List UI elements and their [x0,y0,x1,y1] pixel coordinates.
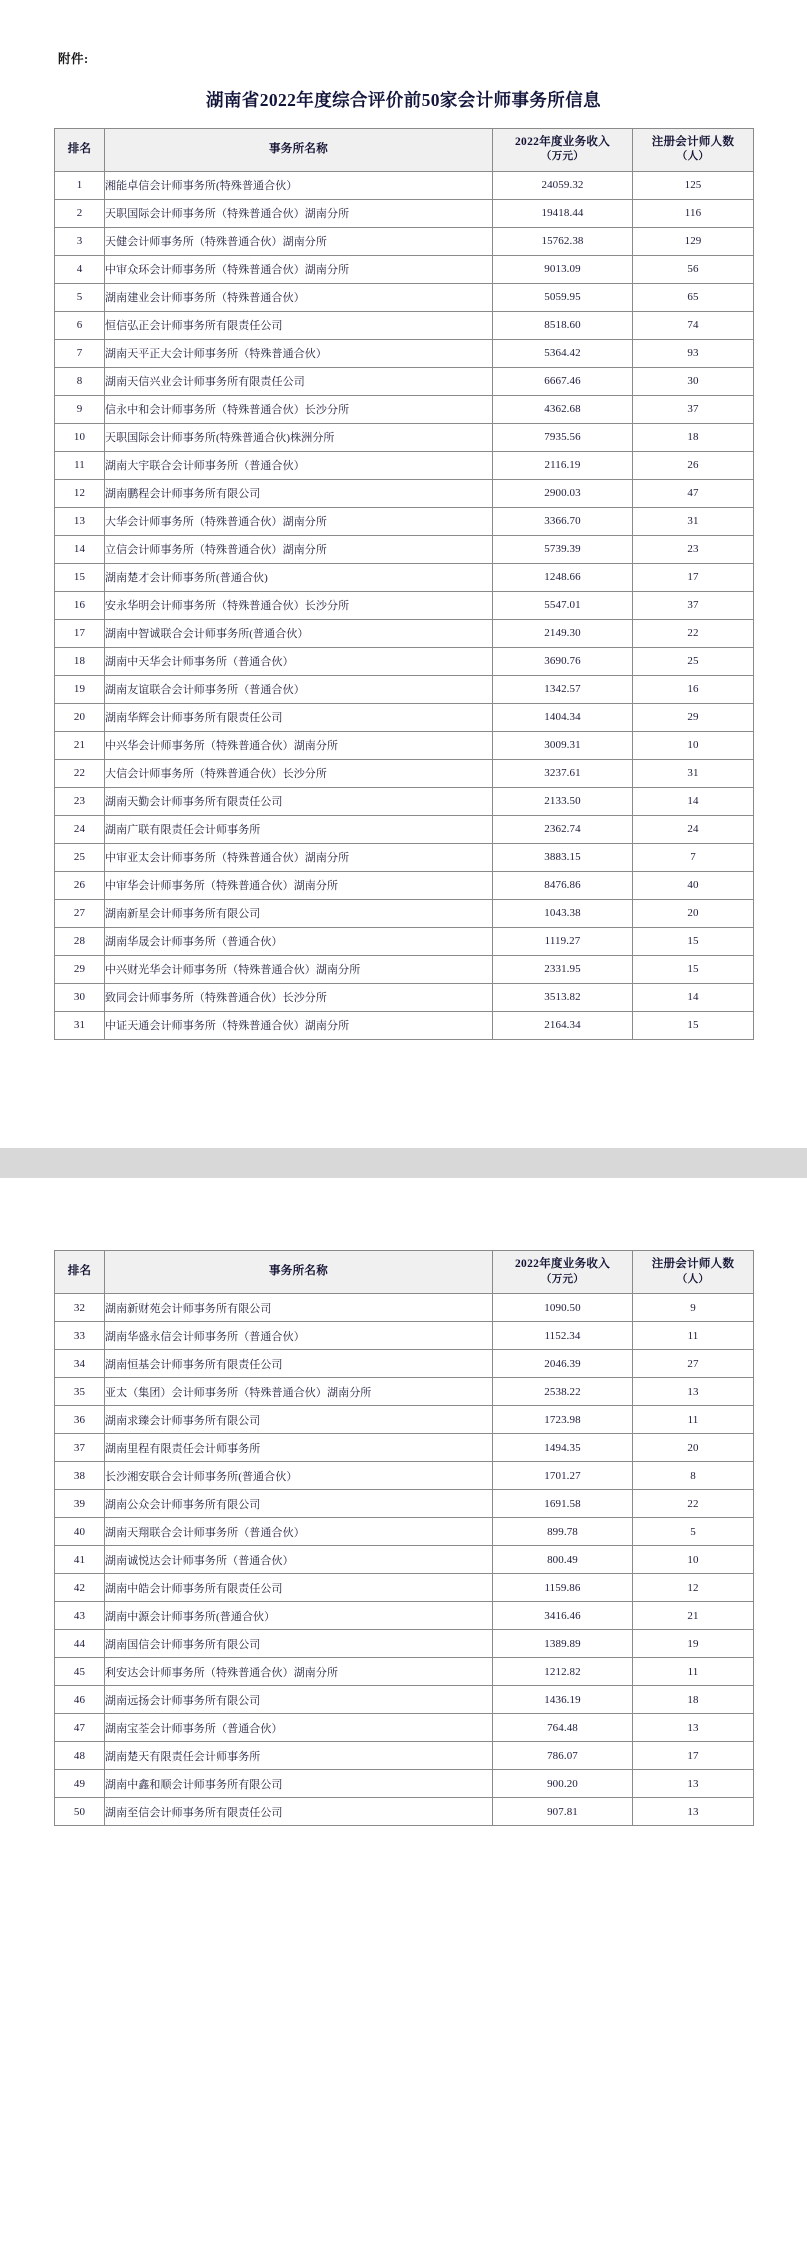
cell-name: 天职国际会计师事务所（特殊普通合伙）湖南分所 [105,199,493,227]
cell-rank: 6 [55,311,105,339]
table-row [55,1686,754,1714]
cell-name: 中审众环会计师事务所（特殊普通合伙）湖南分所 [105,255,493,283]
table-row [55,591,754,619]
table-row [55,563,754,591]
cell-cpa: 10 [633,1546,754,1574]
cell-rank: 36 [55,1406,105,1434]
cell-name: 湖南宝荃会计师事务所（普通合伙） [105,1714,493,1742]
cell-rank: 9 [55,395,105,423]
cell-cpa: 31 [633,759,754,787]
table-row [55,479,754,507]
cell-cpa: 24 [633,815,754,843]
cell-cpa: 17 [633,1742,754,1770]
cell-cpa: 8 [633,1462,754,1490]
cell-income: 1152.34 [493,1322,633,1350]
cell-cpa: 65 [633,283,754,311]
cell-rank: 12 [55,479,105,507]
cell-income: 6667.46 [493,367,633,395]
table-row [55,1546,754,1574]
cell-name: 湖南里程有限责任会计师事务所 [105,1434,493,1462]
cell-income: 2331.95 [493,955,633,983]
cell-cpa: 25 [633,647,754,675]
cell-rank: 40 [55,1518,105,1546]
cell-rank: 4 [55,255,105,283]
cell-name: 湖南友谊联合会计师事务所（普通合伙） [105,675,493,703]
table-row [55,815,754,843]
table-row [55,759,754,787]
cell-name: 湖南中皓会计师事务所有限责任公司 [105,1574,493,1602]
table-body-page1 [55,171,754,1039]
cell-name: 湖南大宇联合会计师事务所（普通合伙） [105,451,493,479]
cell-cpa: 15 [633,1011,754,1039]
table-row [55,787,754,815]
cell-cpa: 13 [633,1770,754,1798]
cell-cpa: 31 [633,507,754,535]
cell-income: 8518.60 [493,311,633,339]
cell-name: 亚太（集团）会计师事务所（特殊普通合伙）湖南分所 [105,1378,493,1406]
column-header-income-text: 2022年度业务收入 [515,135,610,148]
cell-name: 湖南楚天有限责任会计师事务所 [105,1742,493,1770]
cell-name: 湖南新财苑会计师事务所有限公司 [105,1294,493,1322]
cell-name: 长沙湘安联合会计师事务所(普通合伙） [105,1462,493,1490]
cell-rank: 42 [55,1574,105,1602]
cell-rank: 26 [55,871,105,899]
table-row [55,1378,754,1406]
cell-income: 1701.27 [493,1462,633,1490]
table-row [55,1798,754,1826]
cell-income: 2116.19 [493,451,633,479]
cell-name: 湖南远扬会计师事务所有限公司 [105,1686,493,1714]
cell-name: 中兴财光华会计师事务所（特殊普通合伙）湖南分所 [105,955,493,983]
column-header-cpa [633,1251,754,1294]
cell-name: 湖南至信会计师事务所有限责任公司 [105,1798,493,1826]
cell-rank: 7 [55,339,105,367]
table-row [55,1322,754,1350]
cell-rank: 30 [55,983,105,1011]
cell-income: 3237.61 [493,759,633,787]
cell-rank: 43 [55,1602,105,1630]
cell-income: 1389.89 [493,1630,633,1658]
table-row [55,1294,754,1322]
cell-cpa: 26 [633,451,754,479]
cell-rank: 16 [55,591,105,619]
cell-income: 19418.44 [493,199,633,227]
page-separator [0,1148,807,1178]
cell-rank: 13 [55,507,105,535]
table-row [55,1406,754,1434]
cell-rank: 35 [55,1378,105,1406]
cell-name: 致同会计师事务所（特殊普通合伙）长沙分所 [105,983,493,1011]
cell-income: 764.48 [493,1714,633,1742]
column-header-income-text: 2022年度业务收入 [515,1258,610,1271]
cell-name: 湖南天信兴业会计师事务所有限责任公司 [105,367,493,395]
cell-rank: 45 [55,1658,105,1686]
cell-name: 湖南中天华会计师事务所（普通合伙） [105,647,493,675]
cell-income: 1090.50 [493,1294,633,1322]
table-row [55,703,754,731]
cell-name: 湖南华晟会计师事务所（普通合伙） [105,927,493,955]
cell-income: 3366.70 [493,507,633,535]
cell-name: 大华会计师事务所（特殊普通合伙）湖南分所 [105,507,493,535]
table-row [55,1011,754,1039]
table-row [55,731,754,759]
cell-name: 湖南建业会计师事务所（特殊普通合伙） [105,283,493,311]
cell-cpa: 30 [633,367,754,395]
cell-rank: 50 [55,1798,105,1826]
cell-rank: 37 [55,1434,105,1462]
cell-cpa: 19 [633,1630,754,1658]
cell-cpa: 13 [633,1798,754,1826]
cell-rank: 25 [55,843,105,871]
cell-income: 1723.98 [493,1406,633,1434]
table-row [55,367,754,395]
cell-name: 湖南新星会计师事务所有限公司 [105,899,493,927]
cell-name: 信永中和会计师事务所（特殊普通合伙）长沙分所 [105,395,493,423]
cell-income: 2538.22 [493,1378,633,1406]
table-row [55,1350,754,1378]
cell-cpa: 37 [633,591,754,619]
cell-name: 湖南恒基会计师事务所有限责任公司 [105,1350,493,1378]
cell-name: 湖南求臻会计师事务所有限公司 [105,1406,493,1434]
column-header-name: 事务所名称 [105,128,493,171]
table-header-row [55,1251,754,1294]
cell-income: 4362.68 [493,395,633,423]
cell-rank: 3 [55,227,105,255]
cell-income: 1342.57 [493,675,633,703]
cell-cpa: 12 [633,1574,754,1602]
cell-cpa: 116 [633,199,754,227]
cell-rank: 19 [55,675,105,703]
cell-rank: 39 [55,1490,105,1518]
cell-income: 2164.34 [493,1011,633,1039]
column-header-cpa-unit: （人） [676,151,710,163]
column-header-rank: 排名 [55,128,105,171]
column-header-income-unit: （万元） [540,151,585,163]
cell-cpa: 20 [633,1434,754,1462]
cell-cpa: 7 [633,843,754,871]
cell-rank: 10 [55,423,105,451]
cell-cpa: 17 [633,563,754,591]
cell-cpa: 37 [633,395,754,423]
cell-income: 7935.56 [493,423,633,451]
cell-income: 1494.35 [493,1434,633,1462]
cell-name: 湖南鹏程会计师事务所有限公司 [105,479,493,507]
table-row [55,1574,754,1602]
table-body-page2 [55,1294,754,1826]
table-row [55,899,754,927]
cell-cpa: 125 [633,171,754,199]
column-header-income [493,128,633,171]
table-row [55,227,754,255]
cell-name: 湖南公众会计师事务所有限公司 [105,1490,493,1518]
document-page-2 [0,1178,807,2265]
cell-rank: 28 [55,927,105,955]
cell-income: 1248.66 [493,563,633,591]
column-header-income-unit: （万元） [540,1273,585,1285]
cell-rank: 5 [55,283,105,311]
cell-name: 中证天通会计师事务所（特殊普通合伙）湖南分所 [105,1011,493,1039]
attachment-label: 附件: [58,52,89,66]
cell-cpa: 15 [633,927,754,955]
cell-cpa: 18 [633,423,754,451]
cell-income: 786.07 [493,1742,633,1770]
cell-rank: 20 [55,703,105,731]
cell-rank: 23 [55,787,105,815]
cell-cpa: 11 [633,1322,754,1350]
cell-income: 8476.86 [493,871,633,899]
table-row [55,311,754,339]
cell-income: 5547.01 [493,591,633,619]
column-header-rank: 排名 [55,1251,105,1294]
table-row [55,1602,754,1630]
table-row [55,423,754,451]
cell-income: 1119.27 [493,927,633,955]
cell-name: 安永华明会计师事务所（特殊普通合伙）长沙分所 [105,591,493,619]
cell-cpa: 5 [633,1518,754,1546]
cell-rank: 22 [55,759,105,787]
cell-income: 1436.19 [493,1686,633,1714]
cell-name: 湖南广联有限责任会计师事务所 [105,815,493,843]
table-row [55,451,754,479]
cell-income: 3690.76 [493,647,633,675]
cell-income: 2362.74 [493,815,633,843]
cell-rank: 31 [55,1011,105,1039]
cell-cpa: 14 [633,983,754,1011]
cell-cpa: 13 [633,1714,754,1742]
cell-name: 湖南天勤会计师事务所有限责任公司 [105,787,493,815]
cell-cpa: 13 [633,1378,754,1406]
cell-name: 中审华会计师事务所（特殊普通合伙）湖南分所 [105,871,493,899]
table-row [55,395,754,423]
cell-rank: 15 [55,563,105,591]
page-title: 湖南省2022年度综合评价前50家会计师事务所信息 [206,90,601,110]
cell-rank: 11 [55,451,105,479]
cell-income: 3416.46 [493,1602,633,1630]
cell-name: 天健会计师事务所（特殊普通合伙）湖南分所 [105,227,493,255]
cell-name: 湖南天平正大会计师事务所（特殊普通合伙） [105,339,493,367]
table-row [55,1518,754,1546]
cell-cpa: 23 [633,535,754,563]
cell-rank: 47 [55,1714,105,1742]
table-row [55,1770,754,1798]
cell-cpa: 47 [633,479,754,507]
cell-income: 24059.32 [493,171,633,199]
cell-name: 湖南中源会计师事务所(普通合伙） [105,1602,493,1630]
cell-name: 湘能卓信会计师事务所(特殊普通合伙） [105,171,493,199]
cell-income: 5059.95 [493,283,633,311]
column-header-cpa-text: 注册会计师人数 [651,135,735,148]
cell-cpa: 10 [633,731,754,759]
cell-name: 湖南中智诚联合会计师事务所(普通合伙） [105,619,493,647]
cell-name: 恒信弘正会计师事务所有限责任公司 [105,311,493,339]
cell-income: 9013.09 [493,255,633,283]
cell-name: 湖南华辉会计师事务所有限责任公司 [105,703,493,731]
cell-name: 中审亚太会计师事务所（特殊普通合伙）湖南分所 [105,843,493,871]
cell-income: 907.81 [493,1798,633,1826]
cell-rank: 46 [55,1686,105,1714]
table-row [55,507,754,535]
table-row [55,619,754,647]
table-row [55,675,754,703]
cell-income: 2900.03 [493,479,633,507]
cell-rank: 38 [55,1462,105,1490]
table-row [55,1490,754,1518]
cell-rank: 18 [55,647,105,675]
cell-rank: 49 [55,1770,105,1798]
cell-name: 中兴华会计师事务所（特殊普通合伙）湖南分所 [105,731,493,759]
cell-cpa: 27 [633,1350,754,1378]
column-header-cpa [633,128,754,171]
cell-rank: 24 [55,815,105,843]
column-header-income [493,1251,633,1294]
table-row [55,1714,754,1742]
table-row [55,339,754,367]
table-row [55,535,754,563]
table-header-row [55,128,754,171]
cell-cpa: 129 [633,227,754,255]
cell-cpa: 22 [633,619,754,647]
cell-rank: 27 [55,899,105,927]
cell-income: 1691.58 [493,1490,633,1518]
cell-rank: 2 [55,199,105,227]
cell-rank: 44 [55,1630,105,1658]
table-row [55,255,754,283]
cell-income: 5364.42 [493,339,633,367]
cell-income: 800.49 [493,1546,633,1574]
cell-name: 湖南诚悦达会计师事务所（普通合伙） [105,1546,493,1574]
cell-cpa: 22 [633,1490,754,1518]
cell-income: 1212.82 [493,1658,633,1686]
cell-income: 3513.82 [493,983,633,1011]
cell-cpa: 11 [633,1658,754,1686]
cell-income: 2149.30 [493,619,633,647]
cell-income: 15762.38 [493,227,633,255]
page2-top-spacer [54,1178,753,1250]
cell-income: 3883.15 [493,843,633,871]
cell-name: 利安达会计师事务所（特殊普通合伙）湖南分所 [105,1658,493,1686]
table-row [55,1742,754,1770]
cell-cpa: 29 [633,703,754,731]
table-row [55,171,754,199]
cell-cpa: 74 [633,311,754,339]
column-header-cpa-text: 注册会计师人数 [651,1258,735,1271]
cell-name: 湖南天翔联合会计师事务所（普通合伙） [105,1518,493,1546]
cell-income: 899.78 [493,1518,633,1546]
cell-rank: 21 [55,731,105,759]
cell-income: 2046.39 [493,1350,633,1378]
cell-rank: 34 [55,1350,105,1378]
cell-cpa: 40 [633,871,754,899]
table-row [55,983,754,1011]
cell-name: 天职国际会计师事务所(特殊普通合伙)株洲分所 [105,423,493,451]
cell-rank: 14 [55,535,105,563]
table-row [55,955,754,983]
cell-income: 1043.38 [493,899,633,927]
cell-name: 湖南国信会计师事务所有限公司 [105,1630,493,1658]
cell-income: 2133.50 [493,787,633,815]
cell-cpa: 15 [633,955,754,983]
table-row [55,843,754,871]
table-row [55,283,754,311]
cell-cpa: 16 [633,675,754,703]
table-row [55,927,754,955]
table-row [55,1434,754,1462]
cell-income: 900.20 [493,1770,633,1798]
table-row [55,871,754,899]
cell-name: 湖南华盛永信会计师事务所（普通合伙） [105,1322,493,1350]
table-row [55,199,754,227]
cell-name: 湖南中鑫和顺会计师事务所有限公司 [105,1770,493,1798]
cell-cpa: 21 [633,1602,754,1630]
table-row [55,1462,754,1490]
firm-ranking-table-page2 [54,1250,754,1826]
cell-name: 湖南楚才会计师事务所(普通合伙) [105,563,493,591]
cell-income: 1404.34 [493,703,633,731]
cell-cpa: 20 [633,899,754,927]
column-header-name: 事务所名称 [105,1251,493,1294]
cell-name: 大信会计师事务所（特殊普通合伙）长沙分所 [105,759,493,787]
cell-cpa: 18 [633,1686,754,1714]
cell-name: 立信会计师事务所（特殊普通合伙）湖南分所 [105,535,493,563]
table-row [55,1630,754,1658]
table-row [55,647,754,675]
cell-rank: 29 [55,955,105,983]
cell-cpa: 93 [633,339,754,367]
cell-rank: 41 [55,1546,105,1574]
cell-cpa: 14 [633,787,754,815]
table-row [55,1658,754,1686]
firm-ranking-table-page1 [54,128,754,1040]
column-header-cpa-unit: （人） [676,1273,710,1285]
cell-rank: 8 [55,367,105,395]
cell-income: 5739.39 [493,535,633,563]
cell-rank: 17 [55,619,105,647]
cell-rank: 1 [55,171,105,199]
cell-rank: 33 [55,1322,105,1350]
cell-income: 3009.31 [493,731,633,759]
table-header [55,1251,754,1294]
cell-cpa: 56 [633,255,754,283]
cell-cpa: 9 [633,1294,754,1322]
cell-rank: 48 [55,1742,105,1770]
table-header [55,128,754,171]
cell-income: 1159.86 [493,1574,633,1602]
cell-rank: 32 [55,1294,105,1322]
cell-cpa: 11 [633,1406,754,1434]
